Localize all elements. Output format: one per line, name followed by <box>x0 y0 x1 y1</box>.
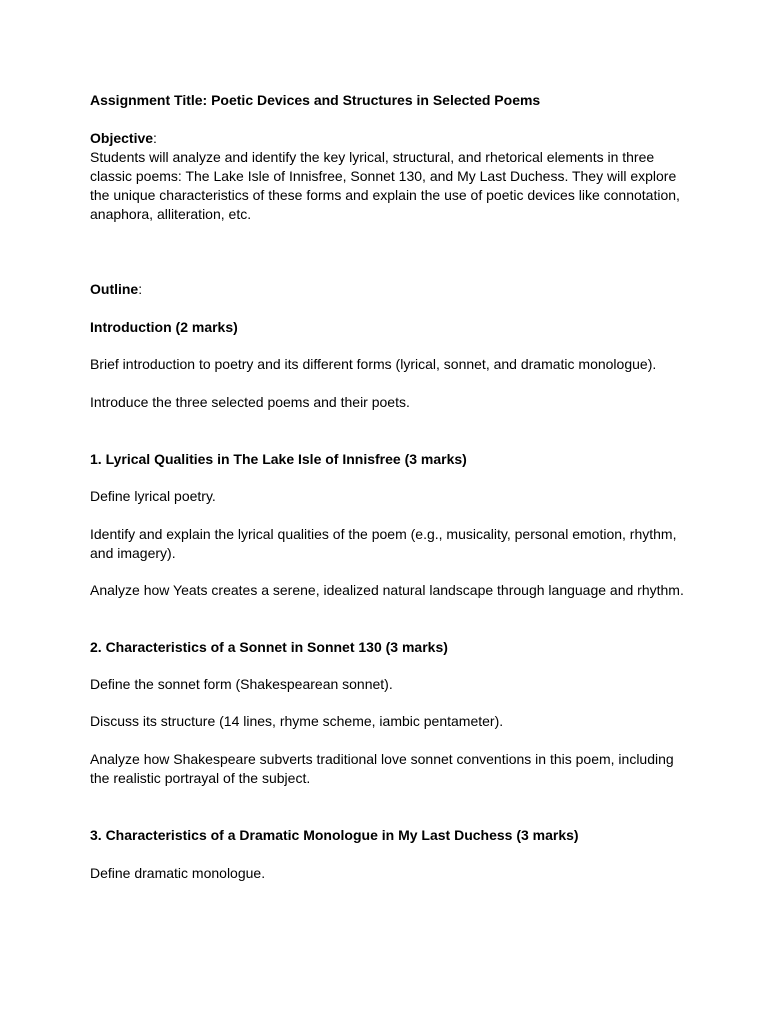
objective-colon: : <box>153 130 157 146</box>
introduction-heading: Introduction (2 marks) <box>90 319 238 335</box>
introduction-paragraph-1: Brief introduction to poetry and its different forms (lyrical, sonnet, and dramatic monologue). <box>90 356 657 372</box>
outline-label-text: Outline <box>90 281 139 297</box>
section-1-paragraph-2: Identify and explain the lyrical qualities of the poem (e.g., musicality, personal emotion, rhythm, and imagery). <box>90 526 677 561</box>
section-1-paragraph-3: Analyze how Yeats creates a serene, idealized natural landscape through language and rhythm. <box>90 582 684 598</box>
section-2-heading: 2. Characteristics of a Sonnet in Sonnet 130 (3 marks) <box>90 639 448 655</box>
section-2-paragraph-3: Analyze how Shakespeare subverts traditional love sonnet conventions in this poem, including the realistic portrayal of the subject. <box>90 751 674 786</box>
objective-label <box>90 129 690 148</box>
assignment-title: Assignment Title: Poetic Devices and Structures in Selected Poems <box>90 92 541 108</box>
outline-colon: : <box>138 281 143 297</box>
section-3-paragraph-1: Define dramatic monologue. <box>90 865 266 881</box>
section-1-heading: 1. Lyrical Qualities in The Lake Isle of Innisfree (3 marks) <box>90 451 467 467</box>
objective-label-text: Objective <box>90 130 154 146</box>
section-2-paragraph-1: Define the sonnet form (Shakespearean sonnet). <box>90 676 393 692</box>
section-3-heading: 3. Characteristics of a Dramatic Monologue in My Last Duchess (3 marks) <box>90 827 579 843</box>
section-1-paragraph-1: Define lyrical poetry. <box>90 488 216 504</box>
objective-text: Students will analyze and identify the key lyrical, structural, and rhetorical elements in three classic poems: The Lake Isle of Innisfree, Sonnet 130, and My Last Duchess. They will explore the unique characteristics of these forms and explain the use of poetic devices like connotation, anaphora, alliteration, etc. <box>90 149 680 222</box>
outline-label <box>90 280 690 299</box>
introduction-paragraph-2: Introduce the three selected poems and their poets. <box>90 394 410 410</box>
section-2-paragraph-2: Discuss its structure (14 lines, rhyme scheme, iambic pentameter). <box>90 713 504 729</box>
